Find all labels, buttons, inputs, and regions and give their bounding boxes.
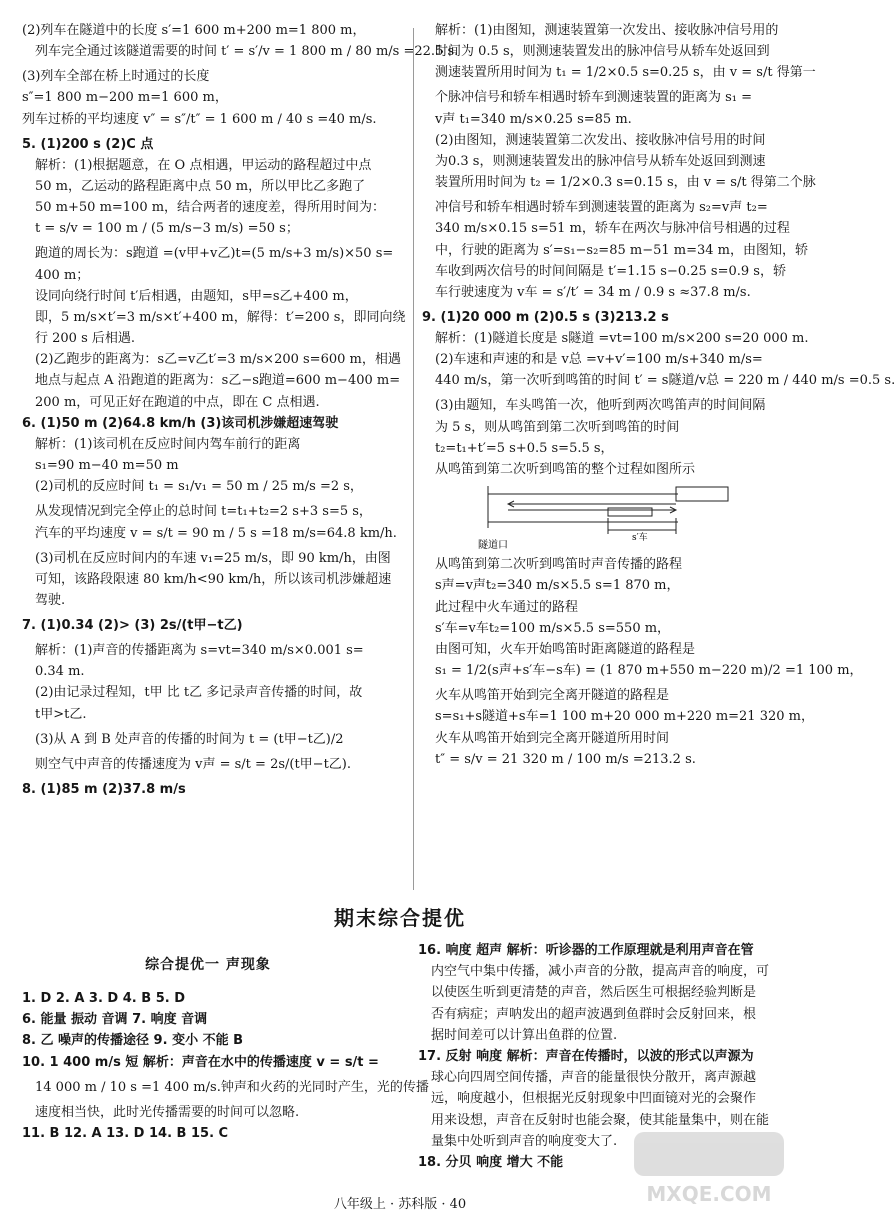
left-column [22, 22, 459, 802]
text-line: 设同向绕行时间 t′后相遇，由题知，s甲=s乙+400 m， [35, 288, 358, 304]
question-8-answer: 8. (1)85 m (2)37.8 m/s [22, 781, 186, 797]
train-distance-label: s′车 [632, 533, 648, 544]
text-line: 内空气中集中传播，减小声音的分散，提高声音的响度，可 [431, 964, 770, 980]
question-7-answer: 7. (1)0.34 (2)> (3) 2s/(t甲−t乙) [22, 617, 243, 633]
text-line: 以使医生听到更清楚的声音，然后医生可根据经验判断是 [431, 985, 757, 1001]
text-line: 从发现情况到完全停止的总时间 t=t₁+t₂=2 s+3 s=5 s， [35, 504, 372, 520]
text-line: (3)从 A 到 B 处声音的传播的时间为 t = (t甲−t乙)/2 [35, 731, 344, 747]
text-line: s₁=90 m−40 m=50 m [35, 458, 179, 474]
text-line: s′车=v车t₂=100 m/s×5.5 s=550 m， [435, 620, 671, 636]
text-line: (2)由图知，测速装置第二次发出、接收脉冲信号用的时间 [435, 132, 766, 148]
text-line: 球心向四周空间传播，声音的能量很快分散开，离声源越 [431, 1070, 757, 1086]
right-column [422, 22, 895, 772]
text-line: 即，5 m/s×t′=3 m/s×t′+400 m，解得：t′=200 s，即同向绕 [35, 309, 406, 325]
text-line: 跑道的周长为：s跑道 =(v甲+v乙)t=(5 m/s+3 m/s)×50 s= [35, 246, 394, 262]
text-line: 测速装置所用时间为 t₁ = 1/2×0.5 s=0.25 s，由 v = s/t 得第一 [435, 65, 816, 81]
text-line: 为 5 s，则从鸣笛到第二次听到鸣笛的时间 [435, 419, 680, 435]
text-line: 中，行驶的距离为 s′=s₁−s₂=85 m−51 m=34 m，由图知，轿 [435, 242, 808, 258]
answer-line: 1. D 2. A 3. D 4. B 5. D [22, 991, 185, 1006]
text-line: 个脉冲信号和轿车相遇时轿车到测速装置的距离为 s₁ = [435, 90, 753, 106]
section-title: 期末综合提优 [334, 906, 466, 930]
text-line: 14 000 m / 10 s =1 400 m/s.钟声和火药的光同时产生，光的传播 [35, 1079, 429, 1095]
text-line: (2)乙跑步的距离为：s乙=v乙t′=3 m/s×200 s=600 m，相遇 [35, 352, 401, 368]
text-line: s″=1 800 m−200 m=1 600 m， [22, 90, 228, 106]
text-line: 从鸣笛到第二次听到鸣笛的整个过程如图所示 [435, 462, 696, 477]
text-line: 为0.3 s，则测速装置发出的脉冲信号从轿车处返回到测速 [435, 153, 766, 169]
tunnel-entrance-label: 隧道口 [478, 540, 508, 552]
answer-line: 6. 能量 振动 音调 7. 响度 音调 [22, 1012, 208, 1028]
question-5-answer: 5. (1)200 s (2)C 点 [22, 136, 154, 152]
text-line: 火车从鸣笛开始到完全离开隧道的路程是 [435, 688, 670, 704]
text-line: 200 m，可见正好在跑道的中点，即在 C 点相遇. [35, 394, 320, 410]
watermark-text: MXQE.COM [646, 1182, 772, 1206]
text-line: 从鸣笛到第二次听到鸣笛时声音传播的路程 [435, 557, 683, 573]
text-line: 此过程中火车通过的路程 [435, 599, 579, 615]
text-line: t = s/v = 100 m / (5 m/s−3 m/s) =50 s； [35, 221, 299, 237]
text-line: 340 m/s×0.15 s=51 m，轿车在两次与脉冲信号相遇的过程 [435, 221, 790, 237]
text-line: 用来设想，声音在反射时也能会聚，使其能量集中，则在能 [431, 1112, 770, 1128]
text-line: 解析：(1)声音的传播距离为 s=vt=340 m/s×0.001 s= [35, 642, 364, 658]
text-line: 否有病症；声呐发出的超声波遇到鱼群时会反射回来，根 [431, 1006, 757, 1022]
answer-line: 11. B 12. A 13. D 14. B 15. C [22, 1125, 229, 1141]
answer-line: 10. 1 400 m/s 短 解析：声音在水中的传播速度 v = s/t = [22, 1054, 379, 1070]
tunnel-train-diagram [478, 482, 768, 552]
text-line: 据时间差可以计算出鱼群的位置. [431, 1027, 618, 1043]
answer-line: 17. 反射 响度 解析：声音在传播时，以波的形式以声源为 [418, 1048, 754, 1064]
text-line: 50 m，乙运动的路程距离中点 50 m，所以甲比乙多跑了 [35, 178, 366, 194]
text-line: (2)列车在隧道中的长度 s′=1 600 m+200 m=1 800 m， [22, 23, 366, 38]
column-divider [413, 28, 414, 890]
page-footer: 八年级上 · 苏科版 · 40 [333, 1197, 467, 1212]
text-line: v声 t₁=340 m/s×0.25 s=85 m. [435, 111, 632, 127]
train-end-box [608, 508, 652, 516]
text-line: (3)由题知，车头鸣笛一次，他听到两次鸣笛声的时间间隔 [435, 398, 766, 414]
question-6-answer: 6. (1)50 m (2)64.8 km/h (3)该司机涉嫌超速驾驶 [22, 415, 339, 431]
text-line: s=s₁+s隧道+s车=1 100 m+20 000 m+220 m=21 320 m， [435, 709, 814, 725]
text-line: 驾驶. [35, 592, 66, 608]
text-line: 解析：(1)隧道长度是 s隧道 =vt=100 m/s×200 s=20 000 m. [435, 331, 809, 347]
answer-line: 18. 分贝 响度 增大 不能 [418, 1154, 564, 1170]
question-9-answer: 9. (1)20 000 m (2)0.5 s (3)213.2 s [422, 309, 669, 325]
text-line: 车行驶速度为 v车 = s′/t′ = 34 m / 0.9 s ≈37.8 m/s. [435, 284, 751, 300]
text-line: 由图可知，火车开始鸣笛时距离隧道的路程是 [435, 641, 696, 657]
text-line: 地点与起点 A 沿跑道的距离为：s乙−s跑道=600 m−400 m= [35, 373, 401, 389]
text-line: 冲信号和轿车相遇时轿车到测速装置的距离为 s₂=v声 t₂= [435, 200, 768, 216]
text-line: (3)司机在反应时间内的车速 v₁=25 m/s，即 90 km/h，由图 [35, 550, 391, 566]
text-line: 50 m+50 m=100 m，结合两者的速度差，得所用时间为： [35, 200, 386, 216]
text-line: (2)司机的反应时间 t₁ = s₁/v₁ = 50 m / 25 m/s =2 s， [35, 479, 363, 495]
text-line: 行 200 s 后相遇. [35, 331, 136, 347]
text-line: t甲>t乙. [35, 706, 87, 722]
text-line: (2)车速和声速的和是 v总 =v+v′=100 m/s+340 m/s= [435, 352, 763, 368]
text-line: 解析：(1)根据题意，在 O 点相遇，甲运动的路程超过中点 [35, 157, 372, 173]
answer-line: 8. 乙 噪声的传播途径 9. 变小 不能 B [22, 1033, 244, 1049]
text-line: (3)列车全部在桥上时通过的长度 [22, 69, 210, 85]
text-line: 400 m； [35, 267, 90, 283]
text-line: s₁ = 1/2(s声+s′车−s车) = (1 870 m+550 m−220 m)/2 =1 100 m， [435, 663, 863, 679]
text-line: 解析：(1)该司机在反应时间内驾车前行的距离 [35, 437, 301, 452]
text-line: 量集中处听到声音的响度变大了. [431, 1133, 618, 1149]
answer-line: 16. 响度 超声 解析：听诊器的工作原理就是利用声音在管 [418, 943, 754, 958]
unit-title: 综合提优一 声现象 [145, 957, 271, 973]
text-line: s声=v声t₂=340 m/s×5.5 s=1 870 m， [435, 578, 680, 594]
text-line: 速度相当快，此时光传播需要的时间可以忽略. [35, 1104, 300, 1120]
text-line: t₂=t₁+t′=5 s+0.5 s=5.5 s， [435, 440, 614, 456]
text-line: 时间为 0.5 s，则测速装置发出的脉冲信号从轿车处返回到 [435, 44, 770, 60]
text-line: 车收到两次信号的时间间隔是 t′=1.15 s−0.25 s=0.9 s，轿 [435, 263, 786, 279]
text-line: 汽车的平均速度 v = s/t = 90 m / 5 s =18 m/s=64.8 km/h. [35, 525, 397, 541]
text-line: 可知，该路段限速 80 km/h<90 km/h，所以该司机涉嫌超速 [35, 571, 392, 587]
text-line: 列车过桥的平均速度 v″ = s″/t″ = 1 600 m / 40 s =40 m/s. [22, 111, 377, 127]
text-line: 火车从鸣笛开始到完全离开隧道所用时间 [435, 730, 670, 746]
train-start-box [676, 487, 728, 501]
text-line: 0.34 m. [35, 664, 85, 680]
text-line: 解析：(1)由图知，测速装置第一次发出、接收脉冲信号用的 [435, 23, 779, 38]
text-line: t″ = s/v = 21 320 m / 100 m/s =213.2 s. [435, 751, 696, 767]
text-line: 列车完全通过该隧道需要的时间 t′ = s′/v = 1 800 m / 80 m/s =22.5 s. [35, 44, 459, 60]
text-line: (2)由记录过程知，t甲 比 t乙 多记录声音传播的时间，故 [35, 685, 363, 701]
text-line: 装置所用时间为 t₂ = 1/2×0.3 s=0.15 s，由 v = s/t 得第二个脉 [435, 175, 816, 191]
text-line: 远，响度越小，但根据光反射现象中凹面镜对光的会聚作 [431, 1091, 757, 1107]
text-line: 440 m/s，第一次听到鸣笛的时间 t′ = s隧道/v总 = 220 m / 440 m/s =0.5 s. [435, 373, 895, 389]
lower-left-column [22, 954, 429, 1146]
text-line: 则空气中声音的传播速度为 v声 = s/t = 2s/(t甲−t乙). [35, 756, 352, 772]
